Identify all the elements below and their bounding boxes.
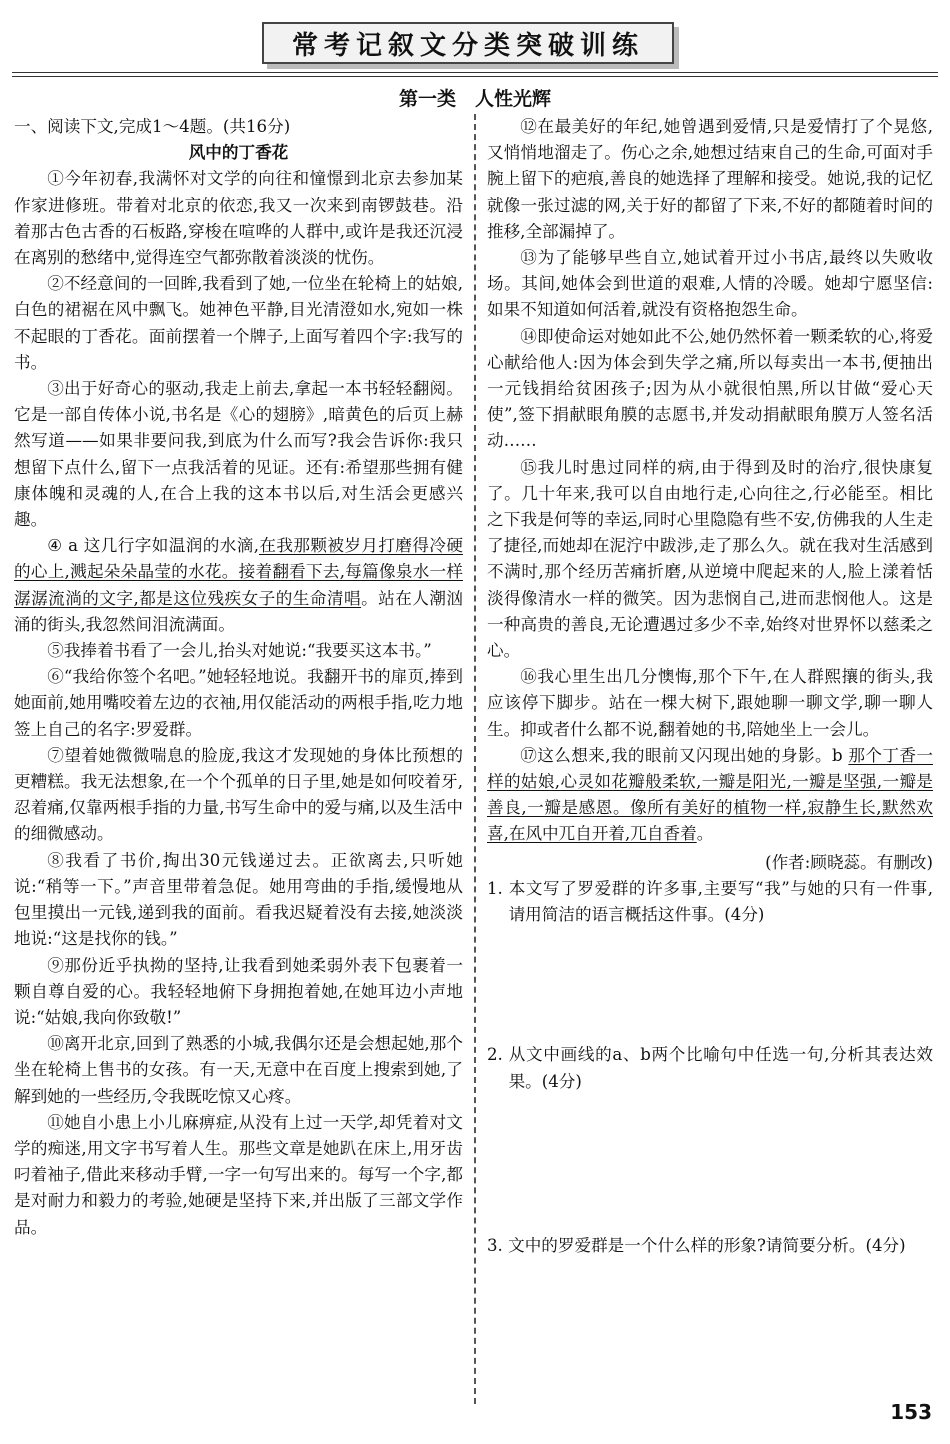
paragraph-5: ⑤我捧着书看了一会儿,抬头对她说:“我要买这本书。” [47,641,432,661]
paragraph-11: ⑪她自小患上小儿麻痹症,从没有上过一天学,却凭着对文学的痴迷,用文字书写着人生。那些文章是她趴在床上,用牙齿叼着袖子,借此来移动手臂,一字一句写出来的。每写一个字,都是对耐力和毅力的考验,她硬是坚持下来,并出版了三部文学作品。 [14,1112,463,1237]
paragraph-12: ⑫在最美好的年纪,她曾遇到爱情,只是爱情打了个晃悠,又悄悄地溜走了。伤心之余,她想过结束自己的生命,可面对手腕上留下的疤痕,善良的她选择了理解和接受。她说,我的记忆就像一张过滤的网,关于好的都留了下来,不好的都随着时间的推移,全部漏掉了。 [487,117,933,241]
paragraph-17-lead: ⑰这么想来,我的眼前又闪现出她的身影。b [520,745,849,765]
article-title: 风中的丁香花 [188,143,289,163]
paragraph-10: ⑩离开北京,回到了熟悉的小城,我偶尔还是会想起她,那个坐在轮椅上售书的女孩。有一天,无意中在百度上搜索到她,了解到她的一些经历,令我既吃惊又心疼。 [14,1034,463,1106]
paragraph-17-tail: 。 [696,824,714,844]
column-divider [474,114,476,1404]
paragraph-4-tail: 。站在人潮汹涌的街头,我忽然间泪流满面。 [14,588,464,634]
paragraph-8: ⑧我看了书价,掏出30元钱递过去。正欲离去,只听她说:“稍等一下。”声音里带着急促。她用弯曲的手指,缓慢地从包里摸出一元钱,递到我的面前。看我迟疑着没有去接,她淡淡地说:“这是找你的钱。” [14,850,463,949]
left-column [14,114,463,1241]
category-heading: 第一类 人性光辉 [398,88,551,110]
page-number: 153 [890,1400,932,1424]
section-banner [262,22,674,64]
paragraph-16: ⑯我心里生出几分懊悔,那个下午,在人群熙攘的街头,我应该停下脚步。站在一棵大树下,跟她聊一聊文学,聊一聊人生。抑或者什么都不说,翻着她的书,陪她坐上一会儿。 [487,667,933,739]
question-1: 1. 本文写了罗爱群的许多事,主要写“我”与她的只有一件事,请用简洁的语言概括这件事。(4分) [487,878,933,925]
header-rule-bottom [12,76,938,77]
question-2: 2. 从文中画线的a、b两个比喻句中任选一句,分析其表达效果。(4分) [487,1045,933,1091]
paragraph-3: ③出于好奇心的驱动,我走上前去,拿起一本书轻轻翻阅。它是一部自传体小说,书名是《心的翅膀》,暗黄色的后页上赫然写道——如果非要问我,到底为什么而写?我会告诉你:我只想留下点什么,留下一点我活着的见证。还有:希望那些拥有健康体魄和灵魂的人,在合上我的这本书以后,对生活会更感兴趣。 [14,379,463,530]
instruction: 一、阅读下文,完成1～4题。(共16分) [14,117,291,136]
paragraph-13: ⑬为了能够早些自立,她试着开过小书店,最终以失败收场。其间,她体会到世道的艰难,人情的冷暖。她却宁愿坚信:如果不知道如何活着,就没有资格抱怨生命。 [487,248,933,320]
paragraph-2: ②不经意间的一回眸,我看到了她,一位坐在轮椅上的姑娘,白色的裙裾在风中飘飞。她神色平静,目光清澄如水,宛如一株不起眼的丁香花。面前摆着一个牌子,上面写着四个字:我写的书。 [14,274,463,372]
underlined-sentence-a: 在我那颗被岁月打磨得冷硬的心上,溅起朵朵晶莹的水花。接着翻看下去,每篇像泉水一样潺潺流淌的文字,都是这位残疾女子的生命清唱 [14,536,463,608]
paragraph-4-lead: ④ a 这几行字如温润的水滴, [47,536,259,556]
question-3: 3. 文中的罗爱群是一个什么样的形象?请简要分析。(4分) [487,1235,906,1255]
paragraph-15: ⑮我儿时患过同样的病,由于得到及时的治疗,很快康复了。几十年来,我可以自由地行走,心向往之,行必能至。相比之下我是何等的幸运,同时心里隐隐有些不安,仿佛我的人生走了捷径,而她却在泥泞中跋涉,走了那么久。就在我对生活感到不满时,那个经历苦痛折磨,从逆境中爬起来的人,脸上漾着恬淡得像清水一样的微笑。因为悲悯自己,进而悲悯他人。这是一种高贵的善良,无论遭遇过多少不幸,始终对世界怀以慈柔之心。 [487,457,933,661]
underlined-sentence-b: 那个丁香一样的姑娘,心灵如花瓣般柔软,一瓣是阳光,一瓣是坚强,一瓣是善良,一瓣是感恩。像所有美好的植物一样,寂静生长,默然欢喜,在风中兀自开着,兀自香着 [487,745,934,844]
right-column [487,114,933,1259]
paragraph-1: ①今年初春,我满怀对文学的向往和憧憬到北京去参加某作家进修班。带着对北京的依恋,我又一次来到南锣鼓巷。沿着那古色古香的石板路,穿梭在喧哗的人群中,或许是我还沉浸在离别的愁绪中,觉得连空气都弥散着淡淡的忧伤。 [14,169,463,268]
header-rule-top [12,72,938,73]
section-title: 常考记叙文分类突破训练 [291,30,644,61]
paragraph-6: ⑥“我给你签个名吧。”她轻轻地说。我翻开书的扉页,捧到她面前,她用嘴咬着左边的衣袖,用仅能活动的两根手指,吃力地签上自己的名字:罗爱群。 [14,667,463,739]
answer-space-1[interactable] [487,928,933,1042]
paragraph-17 [487,743,933,848]
answer-space-2[interactable] [487,1095,933,1233]
paragraph-14: ⑭即使命运对她如此不公,她仍然怀着一颗柔软的心,将爱心献给他人:因为体会到失学之痛,所以每卖出一本书,便抽出一元钱捐给贫困孩子;因为从小就很怕黑,所以甘做“爱心天使”,签下捐献眼角膜的志愿书,并发动捐献眼角膜万人签名活动…… [487,326,933,451]
paragraph-4 [14,533,463,638]
paragraph-9: ⑨那份近乎执拗的坚持,让我看到她柔弱外表下包裹着一颗自尊自爱的心。我轻轻地俯下身拥抱着她,在她耳边小声地说:“姑娘,我向你致敬!” [14,955,463,1027]
paragraph-7: ⑦望着她微微喘息的脸庞,我这才发现她的身体比预想的更糟糕。我无法想象,在一个个孤单的日子里,她是如何咬着牙,忍着痛,仅靠两根手指的力量,书写生命中的爱与痛,以及生活中的细微感动。 [14,745,463,844]
author-note: (作者:顾晓蕊。有删改) [765,852,933,872]
